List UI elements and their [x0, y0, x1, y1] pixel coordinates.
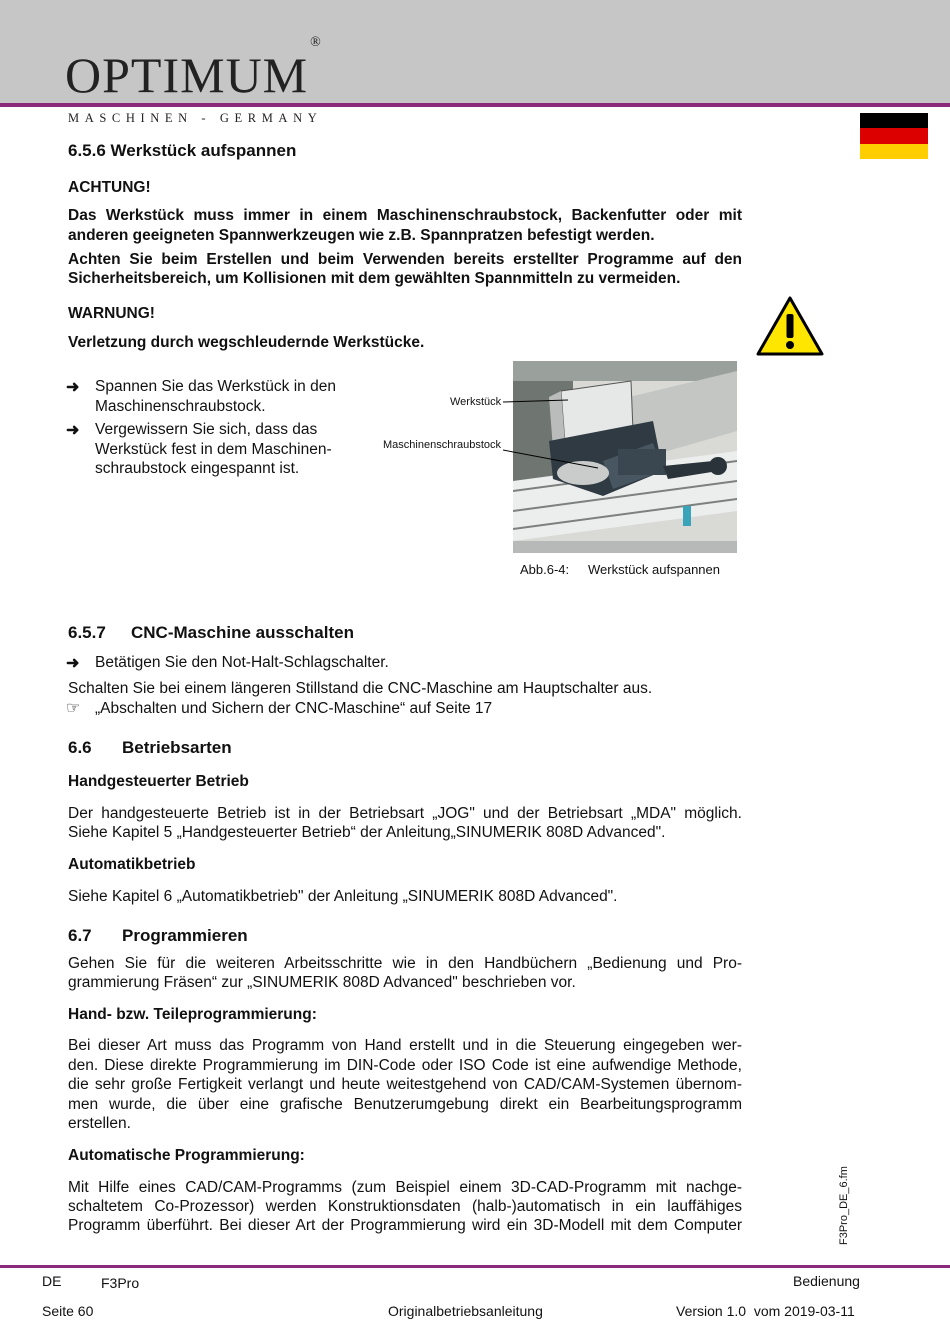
section-title-6-5-7: CNC-Maschine ausschalten [131, 623, 354, 642]
subheading-manual-programming: Hand- bzw. Teileprogrammierung: [68, 1006, 317, 1023]
header-rule [0, 103, 950, 107]
automatic-programming-line-1: Mit Hilfe eines CAD/CAM-Programms (zum Beispiel einem 3D-CAD-Programm mit nachge- [68, 1179, 742, 1196]
programming-intro-line-1: Gehen Sie für die weiteren Arbeitsschritte wie in den Handbüchern „Bedienung und Pro- [68, 955, 742, 972]
footer-language: DE [42, 1273, 62, 1289]
shutdown-text: Schalten Sie bei einem längeren Stillstand die CNC-Maschine am Hauptschalter aus. [68, 680, 653, 697]
step-2-line-1: Vergewissern Sie sich, dass das [95, 421, 318, 438]
step-2-line-3: schraubstock eingespannt ist. [95, 460, 300, 477]
manual-mode-line-1: Der handgesteuerte Betrieb ist in der Betriebsart „JOG" und der Betriebsart „MDA" möglich. [68, 805, 742, 822]
figure-leader-lines [503, 390, 603, 480]
footer-version: Version 1.0 vom 2019-03-11 [676, 1303, 855, 1319]
footer-rule [0, 1265, 950, 1268]
manual-programming-line-1: Bei dieser Art muss das Programm von Hand erstellt und in die Steuerung eingegeben wer- [68, 1037, 742, 1054]
section-number-6-6: 6.6 [68, 738, 92, 757]
label-workpiece: Werkstück [450, 396, 502, 408]
step-arrow-icon: ➜ [66, 379, 80, 396]
footer-document-type: Originalbetriebsanleitung [388, 1303, 543, 1319]
warning-triangle-icon [756, 296, 824, 356]
section-title-6-5-6: 6.5.6 Werkstück aufspannen [68, 141, 297, 160]
section-title-6-6: Betriebsarten [122, 738, 232, 757]
footer-section: Bedienung [793, 1273, 860, 1289]
warnung-label: WARNUNG! [68, 305, 155, 322]
figure-caption-text: Werkstück aufspannen [588, 562, 720, 577]
warnung-text: Verletzung durch wegschleudernde Werkstücke. [68, 334, 425, 351]
manual-programming-line-2: den. Diese direkte Programmierung im DIN-Code oder ISO Code ist eine aufwendige Methode, [68, 1057, 742, 1074]
footer-page-number: Seite 60 [42, 1303, 94, 1319]
step-2-line-2: Werkstück fest in dem Maschinen- [95, 441, 332, 458]
step-1-line-2: Maschinenschraubstock. [95, 398, 266, 415]
step-arrow-icon: ➜ [66, 422, 80, 439]
german-flag-icon [860, 113, 928, 159]
safety-text-line-1: Achten Sie beim Erstellen und beim Verwenden bereits erstellter Programme auf den [68, 251, 742, 268]
achtung-text-line-1: Das Werkstück muss immer in einem Maschinenschraubstock, Backenfutter oder mit [68, 207, 742, 224]
automatic-programming-line-2: schaltetem Co-Prozessor) werden Konstruktionsdaten (halb-)automatisch in ein lauffähiges [68, 1198, 742, 1215]
subheading-automatic-mode: Automatikbetrieb [68, 856, 196, 873]
reference-link[interactable]: „Abschalten und Sichern der CNC-Maschine“ auf Seite 17 [95, 700, 493, 717]
manual-programming-line-3: die sehr große Fertigkeit verlangt und heute weitestgehend von CAD/CAM-Systemen übernom- [68, 1076, 742, 1093]
manual-programming-line-4: men wurde, die über eine grafische Benutzerumgebung direkt ein Bearbeitungsprogramm [68, 1096, 742, 1113]
achtung-label: ACHTUNG! [68, 179, 151, 196]
safety-text-line-2: Sicherheitsbereich, um Kollisionen mit dem gewählten Spannmitteln zu vermeiden. [68, 270, 681, 287]
figure-caption-number: Abb.6-4: [520, 562, 570, 577]
programming-intro-line-2: grammierung Fräsen“ zur „SINUMERIK 808D Advanced" beschrieben vor. [68, 974, 576, 991]
step-emergency-stop: Betätigen Sie den Not-Halt-Schlagschalter. [95, 654, 389, 671]
step-1-line-1: Spannen Sie das Werkstück in den [95, 378, 336, 395]
automatic-mode-text: Siehe Kapitel 6 „Automatikbetrieb" der Anleitung „SINUMERIK 808D Advanced". [68, 888, 618, 905]
manual-mode-line-2: Siehe Kapitel 5 „Handgesteuerter Betrieb“ der Anleitung„SINUMERIK 808D Advanced". [68, 824, 666, 841]
logo-tagline: MASCHINEN - GERMANY [68, 111, 323, 125]
subheading-automatic-programming: Automatische Programmierung: [68, 1147, 305, 1164]
label-vise: Maschinenschraubstock [383, 439, 502, 451]
step-arrow-icon: ➜ [66, 655, 80, 672]
source-filename: F3Pro_DE_6.fm [838, 1166, 850, 1245]
subheading-manual-mode: Handgesteuerter Betrieb [68, 773, 249, 790]
section-title-6-7: Programmieren [122, 926, 248, 945]
optimum-logo: OPTIMUM® [65, 35, 322, 103]
footer-model: F3Pro [101, 1275, 140, 1291]
reference-hand-icon: ☞ [66, 700, 81, 717]
section-number-6-5-7: 6.5.7 [68, 623, 106, 642]
manual-programming-line-5: erstellen. [68, 1115, 131, 1132]
automatic-programming-line-3: Programm überführt. Bei dieser Art der Programmierung wird ein 3D-Modell mit dem Computer [68, 1217, 742, 1234]
section-number-6-7: 6.7 [68, 926, 92, 945]
achtung-text-line-2: anderen geeigneten Spannwerkzeugen wie z.B. Spannpratzen befestigt werden. [68, 227, 655, 244]
